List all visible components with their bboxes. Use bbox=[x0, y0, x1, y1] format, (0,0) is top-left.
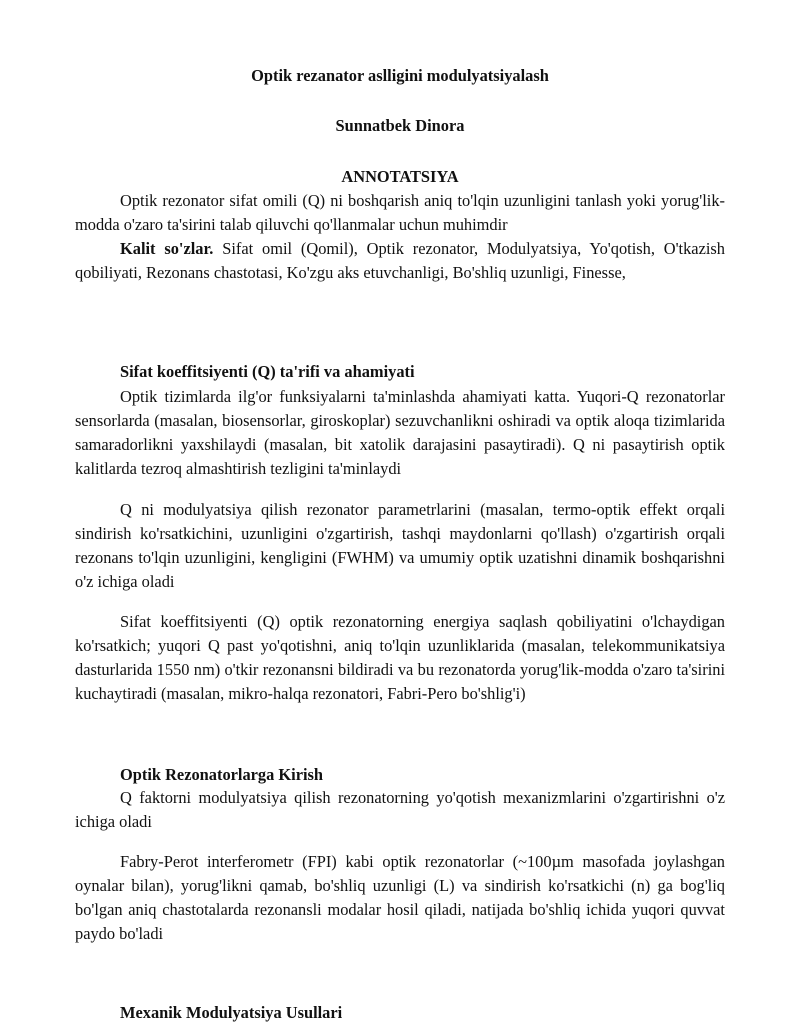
paragraph-q-importance: Optik tizimlarda ilg'or funksiyalarni ta'minlashda ahamiyati katta. Yuqori-Q rezonatorlar sensorlarda (masalan, biosensorlar, giroskoplar) sezuvchanlikni oshiradi va optik aloqa tizimlarida samaradorlikni yaxshilaydi (masalan, bit xatolik darajasini pasaytiradi). Q ni pasaytirish optik kalitlarda tezroq almashtirish tezligini ta'minlaydi bbox=[75, 387, 725, 478]
abstract-text: Optik rezonator sifat omili (Q) ni boshqarish aniq to'lqin uzunligini tanlash yoki yorug'lik-modda o'zaro ta'sirini talab qiluvchi qo'llanmalar uchun muhimdir bbox=[75, 191, 725, 234]
keywords-label: Kalit so'zlar. bbox=[120, 239, 214, 258]
section-heading-resonator-intro: Optik Rezonatorlarga Kirish bbox=[120, 765, 324, 784]
document-author: Sunnatbek Dinora bbox=[335, 116, 465, 135]
paragraph-loss-mechanisms: Q faktorni modulyatsiya qilish rezonatorning yo'qotish mexanizmlarini o'zgartirishni o'z ichiga oladi bbox=[75, 788, 725, 831]
keywords-paragraph bbox=[75, 237, 725, 285]
keywords-text: Sifat omil (Qomil), Optik rezonator, Modulyatsiya, Yo'qotish, O'tkazish qobiliyati, Rezonans chastotasi, Ko'zgu aks etuvchanligi, Bo'shliq uzunligi, Finesse, bbox=[75, 239, 725, 282]
section-heading-mechanical-modulation: Mexanik Modulyatsiya Usullari bbox=[120, 1003, 343, 1022]
document-title: Optik rezanator aslligini modulyatsiyalash bbox=[251, 66, 549, 85]
paragraph-q-factor-definition: Sifat koeffitsiyenti (Q) optik rezonatorning energiya saqlash qobiliyatini o'lchaydigan ko'rsatkich; yuqori Q past yo'qotishni, aniq to'lqin uzunliklarida (masalan, telekommunikatsiya dasturlarida 1550 nm) o'tkir rezonansni bildiradi va bu rezonatorda yorug'lik-modda o'zaro ta'sirini kuchaytiradi (masalan, mikro-halqa rezonatori, Fabri-Pero bo'shlig'i) bbox=[75, 612, 725, 703]
section-heading-q-definition: Sifat koeffitsiyenti (Q) ta'rifi va ahamiyati bbox=[120, 362, 415, 381]
paragraph-q-modulation: Q ni modulyatsiya qilish rezonator parametrlarini (masalan, termo-optik effekt orqali sindirish ko'rsatkichini, uzunligini o'zgartirish, tashqi maydonlarni qo'llash) o'zgartirish orqali rezonans to'lqin uzunligini, kengligini (FWHM) va umumiy optik uzatishni dinamik boshqarishni o'z ichiga oladi bbox=[75, 500, 725, 591]
paragraph-fabry-perot: Fabry-Perot interferometr (FPI) kabi optik rezonatorlar (~100µm masofada joylashgan oynalar bilan), yorug'likni qamab, bo'shliq uzunligi (L) va sindirish ko'rsatkichi (n) ga bog'liq bo'lgan aniq chastotalarda rezonansli modalar hosil qiladi, natijada bo'shliq ichida yuqori quvvat paydo bo'ladi bbox=[75, 852, 725, 943]
abstract-heading: ANNOTATSIYA bbox=[341, 167, 459, 186]
